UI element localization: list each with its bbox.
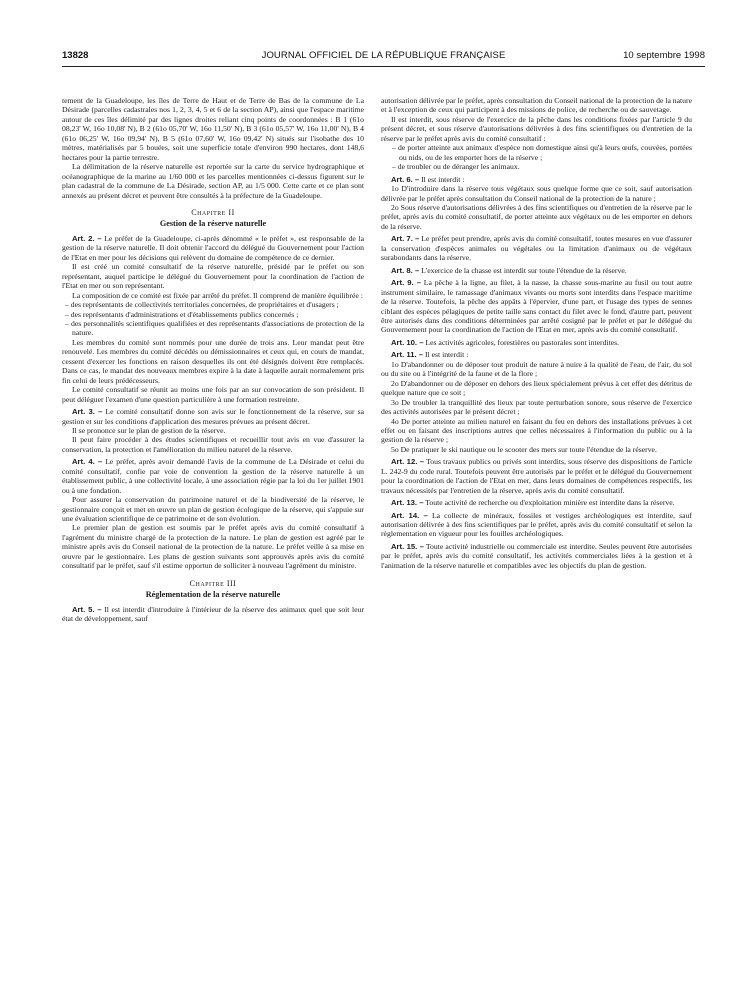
- article-text: L'exercice de la chasse est interdit sur toute l'étendue de la réserve.: [419, 265, 627, 275]
- list-item: – des personnalités scientifiques qualifiées et des représentants d'associations de protection de la nature.: [65, 318, 364, 338]
- article-text: Toute activité industrielle ou commerciale est interdite. Seules peuvent être autorisées par le préfet, après avis du comité consultatif, les activités commerciales liées à la gestion et à l'animation de la réserve naturelle et compatibles avec les objectifs du plan de gestion.: [381, 541, 692, 570]
- paragraph: Il est interdit, sous réserve de l'exercice de la pêche dans les conditions fixées par l'article 9 du présent décret, et sous réserve d'autorisations délivrées à des fins scientifiques ou d'entretien de la réserve par le préfet après avis du comité consultatif :: [381, 114, 692, 143]
- article-paragraph: [381, 338, 692, 347]
- paragraph: 5o De pratiquer le ski nautique ou le scooter des mers sur toute l'étendue de la réserve.: [391, 444, 657, 454]
- article-label: Art. 6. –: [391, 174, 420, 184]
- article-paragraph: [381, 234, 692, 262]
- paragraph: tement de la Guadeloupe, les îles de Terre de Haut et de Terre de Bas de la commune de La Désirade (parcelles cadastrales nos 1, 2, 3, 4, 5 et 6 de la section AP), ainsi que l'espace maritime autour de ces îles délimité par des lignes droites reliant cinq points de coordonnées : B 1 (61o 08,23' W, 16o 10,08' N), B 2 (61o 05,70' W, 16o 11,50' N), B 3 (61o 05,57' W, 16o 11,00' N), B 4 (61o 06,25' W, 16o 09,94' N), B 5 (61o 07,60' W, 16o 09,42' N) situés sur l'isobathe des 10 mètres, matérialisés par 5 bouées, soit une superficie totale d'environ 990 hectares, dont 148,6 hectares pour la partie terrestre.: [62, 96, 364, 162]
- paragraph: Le comité consultatif se réunit au moins une fois par an sur convocation de son président. Il peut déléguer l'examen d'une question particulière à une formation restreinte.: [62, 385, 364, 404]
- article-label: Art. 3. –: [72, 407, 103, 417]
- article-text: Les activités agricoles, forestières ou pastorales sont interdites.: [423, 337, 620, 347]
- article-paragraph: [381, 278, 692, 335]
- article-text: Le préfet, après avoir demandé l'avis de la commune de La Désirade et celui du comité consultatif, confie par voie de convention la gestion de la réserve naturelle à un établissement public, à une collectivité locale, à une association régie par la loi du 1er juillet 1901 ou à une fondation.: [62, 457, 364, 495]
- article-label: Art. 15. –: [391, 541, 424, 551]
- list-item: – des représentants de collectivités territoriales concernées, de propriétaires et d'usagers ;: [65, 300, 339, 310]
- article-label: Art. 5. –: [72, 604, 102, 614]
- article-paragraph: [381, 175, 692, 184]
- chapter-heading: Chapitre III: [189, 578, 237, 588]
- article-paragraph: [381, 498, 692, 507]
- paragraph: Le premier plan de gestion est soumis par le préfet après avis du comité consultatif à l'agrément du ministre chargé de la protection de la nature. Le plan de gestion est agréé par le ministre après avis du Conseil national de la protection de la nature. Le préfet veille à sa mise en œuvre par le gestionnaire. Les plans de gestion suivants sont approuvés après avis du comité consultatif par le préfet, sauf s'il estime opportun de solliciter à nouveau l'agrément du ministre.: [62, 523, 364, 571]
- left-column: [62, 96, 364, 624]
- article-text: Toute activité de recherche ou d'exploitation minière est interdite dans la réserve.: [423, 498, 675, 508]
- article-paragraph: [62, 457, 364, 495]
- paragraph: autorisation délivrée par le préfet, après consultation du Conseil national de la protection de la nature et à l'exception de ceux qui participent à des missions de police, de recherche ou de sauvetage.: [381, 96, 692, 115]
- article-text: La pêche à la ligne, au filet, à la nasse, la chasse sous-marine au fusil ou tout autre instrument similaire, le ramassage d'animaux vivants ou morts sont interdits dans l'espace maritime de la réserve. Toutefois, la pêche des appâts à l'épervier, d'une part, et l'usage des types de sennes ciblant des espèces pélagiques de petite taille sans contact du filet avec le fond, d'autre part, peuvent être autorisés dans des conditions déterminées par arrêté cosigné par le préfet et par le délégué du Gouvernement pour la coordination de l'action de l'Etat en mer, après avis du comité consultatif.: [381, 278, 692, 335]
- paragraph: La composition de ce comité est fixée par arrêté du préfet. Il comprend de manière équilibrée :: [72, 290, 363, 300]
- paragraph: La délimitation de la réserve naturelle est reportée sur la carte du service hydrographique et océanographique de la marine au 1/60 000 et les parcelles mentionnées ci-dessus figurent sur le plan cadastral de la commune de La Désirade, section AP, au 1/5 000. Cette carte et ce plan sont annexés au présent décret et peuvent être consultés à la préfecture de la Guadeloupe.: [62, 162, 364, 200]
- article-label: Art. 13. –: [391, 498, 424, 508]
- article-label: Art. 9. –: [391, 278, 421, 288]
- article-paragraph: [381, 542, 692, 570]
- article-paragraph: [381, 457, 692, 495]
- list-item: – de porter atteinte aux animaux d'espèce non domestique ainsi qu'à leurs œufs, couvées, portées ou nids, ou de les emporter hors de la réserve ;: [392, 143, 692, 162]
- article-label: Art. 7. –: [391, 234, 420, 244]
- article-text: Le comité consultatif donne son avis sur le fonctionnement de la réserve, sur sa gestion et sur les conditions d'application des mesures prévues au présent décret.: [62, 407, 364, 426]
- chapter-title: Réglementation de la réserve naturelle: [145, 590, 281, 600]
- article-text: Le préfet de la Guadeloupe, ci-après dénommé « le préfet », est responsable de la gestion de la réserve naturelle. Il doit obtenir l'accord du délégué du Gouvernement pour l'action de l'Etat en mer pour les décisions qui relèvent du domaine de compétence de ce dernier.: [62, 233, 364, 262]
- paragraph: 2o D'abandonner ou de déposer en dehors des lieux spécialement prévus à cet effet des détritus de quelque nature que ce soit ;: [381, 378, 692, 398]
- list-item: – de troubler ou de déranger les animaux.: [392, 162, 520, 172]
- page-header: [62, 50, 705, 64]
- paragraph: Il est créé un comité consultatif de la réserve naturelle, présidé par le préfet ou son représentant, auquel participe le délégué du Gouvernement pour la coordination de l'action de l'Etat en mer ou son représentant.: [62, 262, 364, 291]
- paragraph: Il peut faire procéder à des études scientifiques et recueillir tout avis en vue d'assurer la conservation, la protection et l'amélioration du milieu naturel de la réserve.: [62, 435, 364, 454]
- paragraph: 4o De porter atteinte au milieu naturel en faisant du feu en dehors des installations prévues à cet effet ou en faisant des inscriptions autres que celles nécessaires à l'information du public ou à la gestion de la réserve ;: [381, 416, 692, 445]
- header-rule: [62, 66, 705, 67]
- article-label: Art. 10. –: [391, 337, 424, 347]
- article-label: Art. 2. –: [72, 233, 102, 243]
- chapter-heading: Chapitre II: [191, 207, 235, 217]
- article-text: La collecte de minéraux, fossiles et vestiges archéologiques est interdite, sauf autorisation délivrée à des fins scientifiques par le préfet, après avis du comité consultatif et selon la réglementation en vigueur pour les fouilles archéologiques.: [381, 510, 692, 539]
- chapter-title: Gestion de la réserve naturelle: [159, 219, 267, 229]
- paragraph: Les membres du comité sont nommés pour une durée de trois ans. Leur mandat peut être renouvelé. Les membres du comité décédés ou démissionnaires et ceux qui, en cours de mandat, cessent d'exercer les fonctions en raison desquelles ils ont été désignés doivent être remplacés. Dans ce cas, le mandat des nouveaux membres expire à la date à laquelle aurait normalement pris fin celui de leurs prédécesseurs.: [62, 337, 364, 385]
- article-text: Le préfet peut prendre, après avis du comité consultatif, toutes mesures en vue d'assurer la conservation d'espèces animales ou végétales ou la limitation d'animaux ou de végétaux surabondants dans la réserve.: [381, 234, 693, 263]
- article-paragraph: [381, 350, 692, 359]
- paragraph: 1o D'abandonner ou de déposer tout produit de nature à nuire à la qualité de l'eau, de l'air, du sol ou du site ou à l'intégrité de la faune et de la flore ;: [381, 359, 692, 379]
- article-paragraph: [62, 605, 364, 624]
- article-label: Art. 14. –: [391, 510, 428, 520]
- journal-title: JOURNAL OFFICIEL DE LA RÉPUBLIQUE FRANÇAISE: [261, 50, 506, 61]
- article-paragraph: [62, 407, 364, 426]
- page-number: 13828: [62, 50, 89, 61]
- list-item: – des représentants d'administrations et d'établissements publics concernés ;: [65, 309, 299, 319]
- right-column: [381, 96, 692, 570]
- article-label: Art. 12. –: [391, 457, 425, 467]
- paragraph: 3o De troubler la tranquillité des lieux par toute perturbation sonore, sous réserve de l'exercice des activités autorisées par le présent décret ;: [381, 397, 692, 417]
- article-text: Il est interdit d'introduire à l'intérieur de la réserve des animaux quel que soit leur état de développement, sauf: [62, 604, 365, 624]
- article-text: Il est interdit :: [423, 350, 469, 360]
- article-paragraph: [381, 511, 692, 539]
- article-paragraph: [381, 266, 692, 275]
- article-label: Art. 11. –: [391, 350, 424, 360]
- paragraph: Il se prononce sur le plan de gestion de la réserve.: [72, 425, 226, 435]
- paragraph: 1o D'introduire dans la réserve tous végétaux sous quelque forme que ce soit, sauf autorisation délivrée par le préfet après consultation du Conseil national de la protection de la nature ;: [381, 184, 692, 203]
- issue-date: 10 septembre 1998: [623, 50, 705, 61]
- article-paragraph: [62, 234, 364, 262]
- article-label: Art. 8. –: [391, 265, 420, 275]
- paragraph: Pour assurer la conservation du patrimoine naturel et de la biodiversité de la réserve, le gestionnaire conçoit et met en œuvre un plan de gestion écologique de la réserve, qui s'appuie sur une évaluation scientifique de ce patrimoine et de son évolution.: [62, 495, 364, 524]
- article-text: Tous travaux publics ou privés sont interdits, sous réserve des dispositions de l'article L. 242-9 du code rural. Toutefois peuvent être autorisés par le préfet et le délégué du Gouvernement pour la coordination de l'action de l'Etat en mer, dans leurs domaines de compétences respectifs, les travaux nécessités par l'entretien de la réserve, après avis du comité consultatif.: [381, 457, 692, 495]
- paragraph: 2o Sous réserve d'autorisations délivrées à des fins scientifiques ou d'entretien de la réserve par le préfet, après avis du comité consultatif, de porter atteinte aux végétaux ou de les emporter en dehors de la réserve.: [381, 202, 692, 231]
- article-label: Art. 4. –: [72, 457, 103, 467]
- article-text: Il est interdit :: [419, 174, 465, 184]
